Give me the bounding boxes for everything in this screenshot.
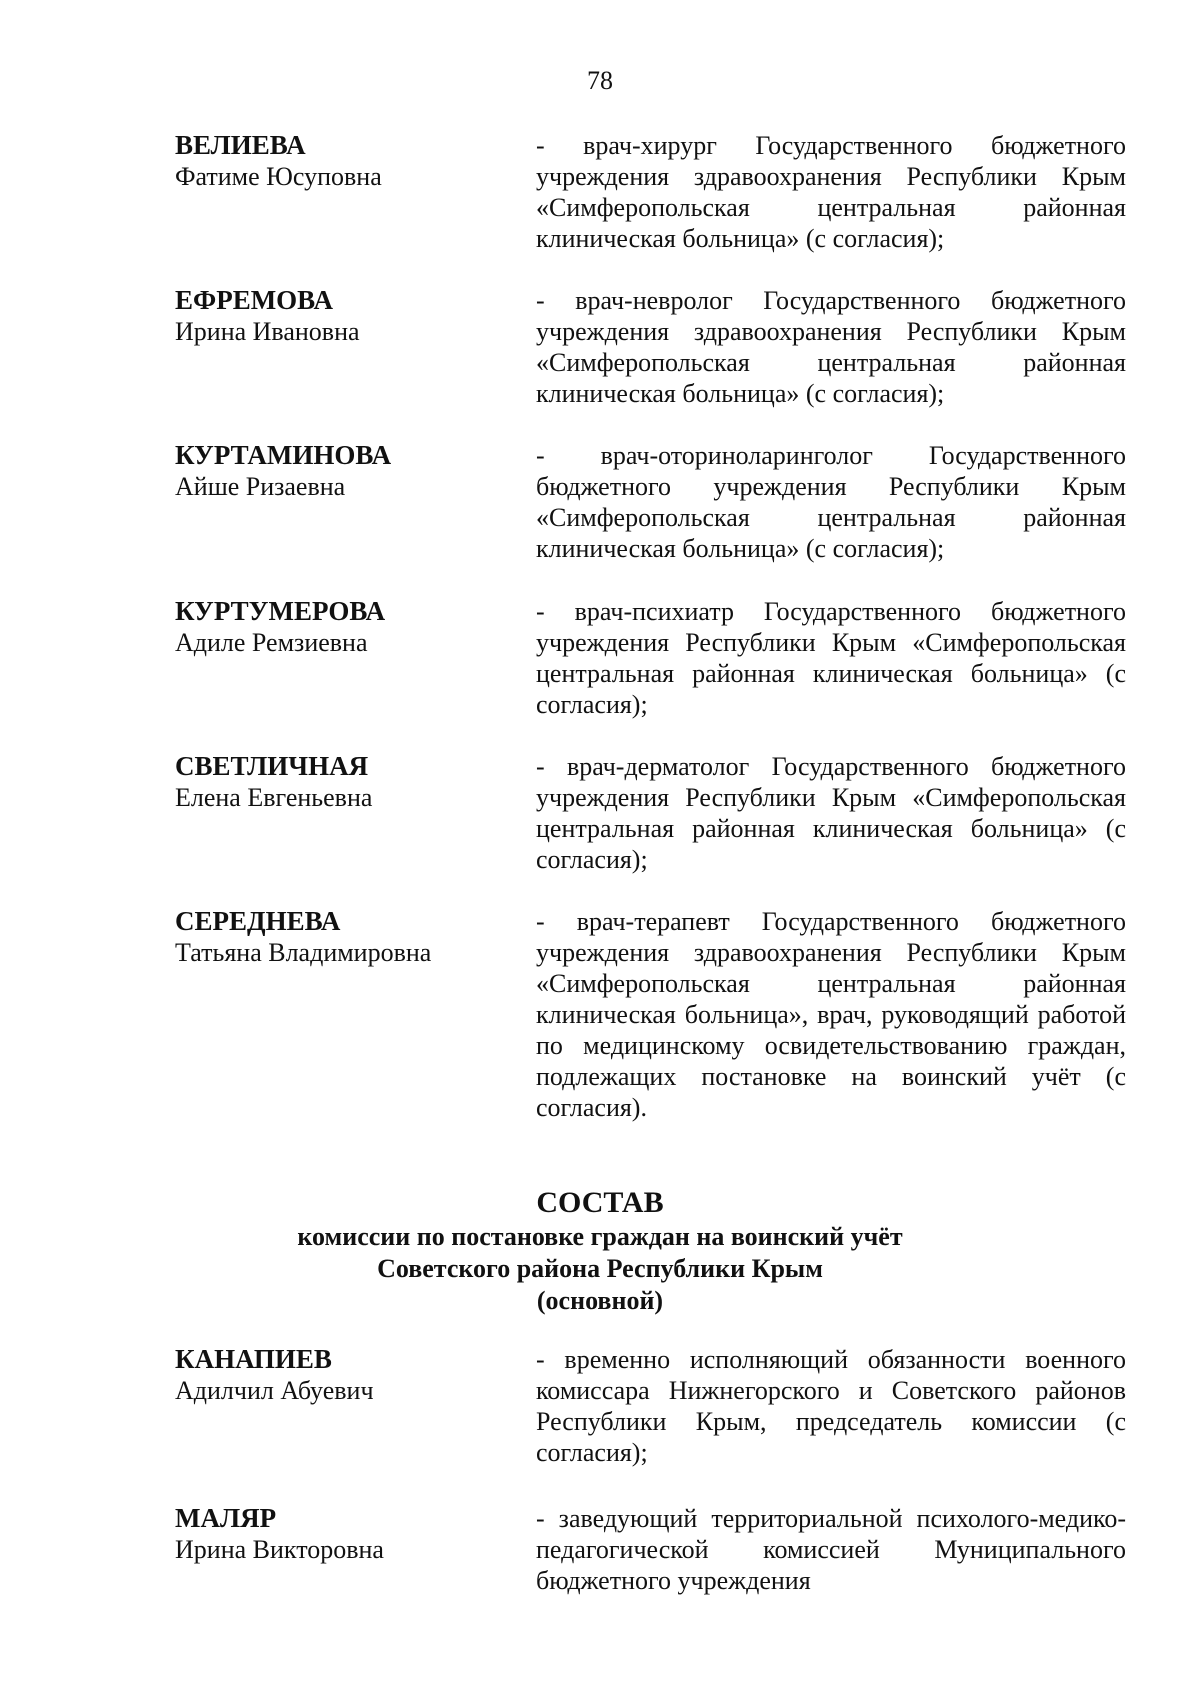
- member-person: [175, 130, 505, 192]
- member-role: - врач-невролог Государственного бюджетного учреждения здравоохранения Республики Крым «Симферопольская центральная районная клиническая больница» (с согласия);: [536, 286, 1126, 408]
- member-role: - врач-психиатр Государственного бюджетного учреждения Республики Крым «Симферопольская центральная районная клиническая больница» (с согласия);: [536, 597, 1126, 719]
- member-role: - врач-оториноларинголог Государственного бюджетного учреждения Республики Крым «Симферопольская центральная районная клиническая больница» (с согласия);: [536, 441, 1126, 563]
- member-person: [175, 751, 505, 813]
- member-role: - заведующий территориальной психолого-медико-педагогической комиссией Муниципального бюджетного учреждения: [536, 1504, 1126, 1595]
- member-role: - временно исполняющий обязанности военного комиссара Нижнегорского и Советского районов Республики Крым, председатель комиссии (с согласия);: [536, 1345, 1126, 1467]
- member-surname: СВЕТЛИЧНАЯ: [175, 751, 369, 781]
- section-subtitle-line: (основной): [536, 1286, 664, 1315]
- member-role: - врач-дерматолог Государственного бюджетного учреждения Республики Крым «Симферопольская центральная районная клиническая больница» (с согласия);: [536, 752, 1126, 874]
- member-surname: СЕРЕДНЕВА: [175, 906, 341, 936]
- member-given-name: Айше Ризаевна: [175, 472, 346, 501]
- member-person: [175, 1344, 505, 1406]
- member-given-name: Ирина Ивановна: [175, 317, 360, 346]
- section-subtitle-line: комиссии по постановке граждан на воинский учёт: [297, 1222, 903, 1251]
- member-given-name: Ирина Викторовна: [175, 1535, 384, 1564]
- member-person: [175, 906, 505, 968]
- member-person: [175, 596, 505, 658]
- member-role: - врач-терапевт Государственного бюджетного учреждения здравоохранения Республики Крым «Симферопольская центральная районная клиническая больница», врач, руководящий работой по медицинскому освидетельствованию граждан, подлежащих постановке на воинский учёт (с согласия).: [536, 907, 1126, 1122]
- member-given-name: Фатиме Юсуповна: [175, 162, 382, 191]
- member-role: - врач-хирург Государственного бюджетного учреждения здравоохранения Республики Крым «Симферопольская центральная районная клиническая больница» (с согласия);: [536, 131, 1126, 253]
- section-title: СОСТАВ: [536, 1186, 664, 1219]
- member-surname: КУРТАМИНОВА: [175, 440, 392, 470]
- member-person: [175, 1503, 505, 1565]
- member-person: [175, 440, 505, 502]
- section-heading: [0, 1185, 1200, 1317]
- member-given-name: Адилчил Абуевич: [175, 1376, 374, 1405]
- member-given-name: Елена Евгеньевна: [175, 783, 373, 812]
- section-subtitle-line: Советского района Республики Крым: [377, 1254, 823, 1283]
- page-number: 78: [587, 66, 613, 95]
- member-person: [175, 285, 505, 347]
- member-surname: МАЛЯР: [175, 1503, 277, 1533]
- member-surname: ЕФРЕМОВА: [175, 285, 333, 315]
- member-surname: КАНАПИЕВ: [175, 1344, 332, 1374]
- member-surname: КУРТУМЕРОВА: [175, 596, 386, 626]
- member-surname: ВЕЛИЕВА: [175, 130, 306, 160]
- member-given-name: Татьяна Владимировна: [175, 938, 432, 967]
- member-given-name: Адиле Ремзиевна: [175, 628, 368, 657]
